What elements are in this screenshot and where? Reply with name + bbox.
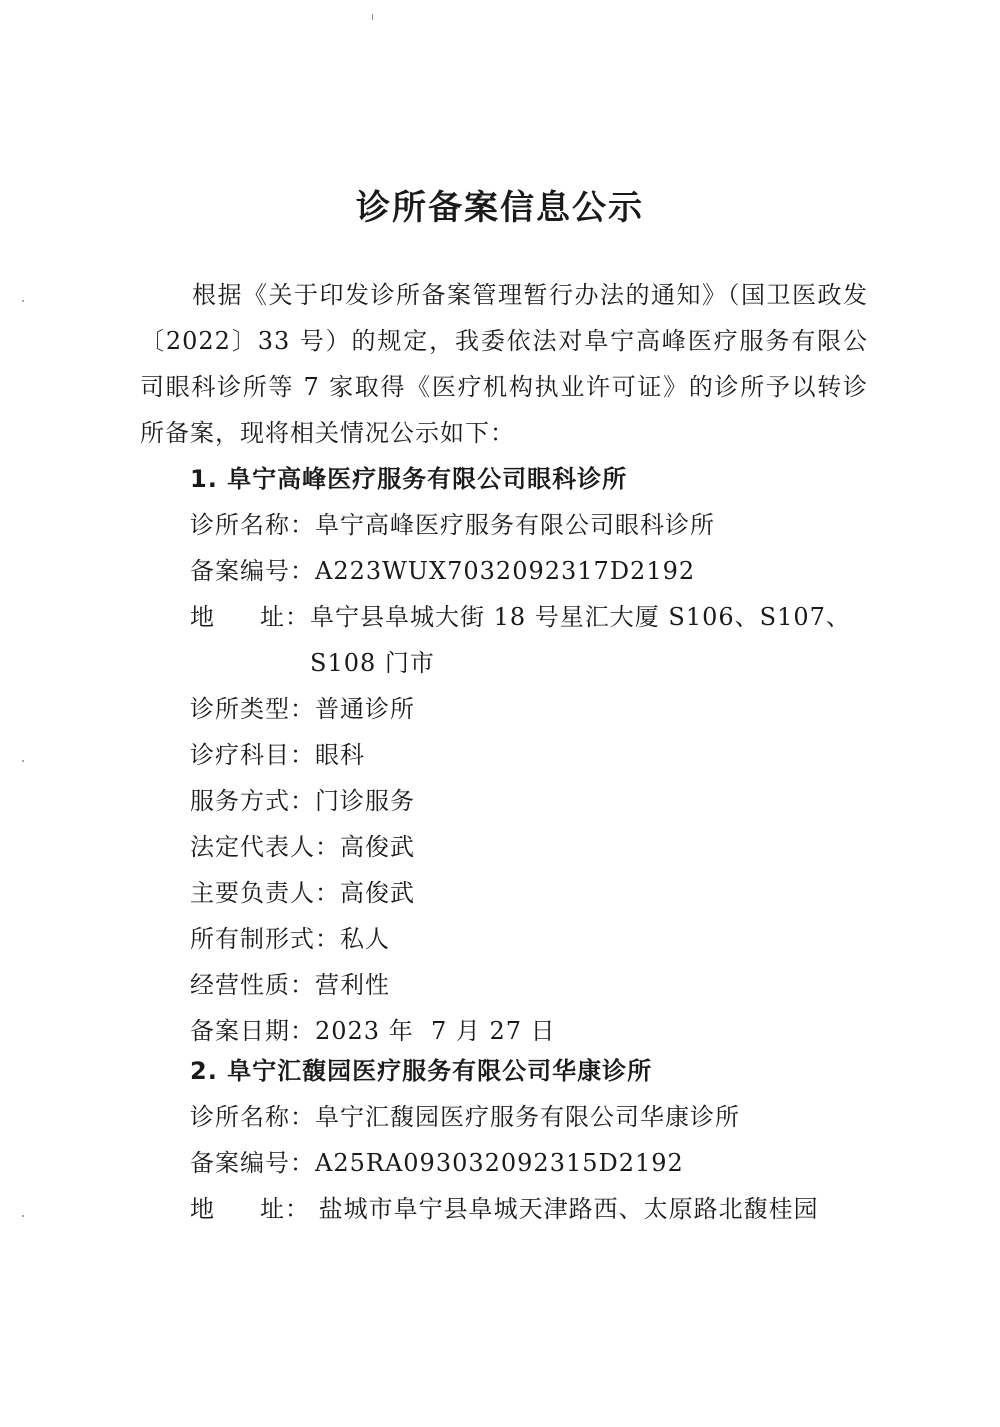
clinic-heading: 1. 阜宁高峰医疗服务有限公司眼科诊所 xyxy=(190,465,628,493)
field-label: 诊所类型： xyxy=(190,695,315,723)
address-row xyxy=(190,594,870,686)
business-nature-value: 营利性 xyxy=(315,971,390,999)
field-label xyxy=(190,594,310,686)
legal-rep-row xyxy=(190,824,870,870)
service-mode-row xyxy=(190,778,870,824)
scan-speck xyxy=(22,1215,24,1217)
clinic-name-row xyxy=(190,1094,870,1140)
clinic-type-row xyxy=(190,686,870,732)
scan-speck xyxy=(22,300,24,302)
field-label: 法定代表人： xyxy=(190,833,340,861)
address-value: 阜宁县阜城大街 18 号星汇大厦 S106、S107、S108 门市 xyxy=(310,603,851,677)
address-label-part: 地 xyxy=(190,603,215,631)
field-label: 备案编号： xyxy=(190,557,315,585)
field-label xyxy=(190,1186,310,1232)
principal-row xyxy=(190,870,870,916)
clinic-heading: 2. 阜宁汇馥园医疗服务有限公司华康诊所 xyxy=(190,1057,653,1085)
ownership-value: 私人 xyxy=(340,925,390,953)
department-row xyxy=(190,732,870,778)
clinic-name-row xyxy=(190,502,870,548)
scan-speck xyxy=(22,760,24,762)
field-label: 服务方式： xyxy=(190,787,315,815)
scan-speck xyxy=(372,14,373,20)
field-label: 诊所名称： xyxy=(190,511,315,539)
legal-rep-value: 高俊武 xyxy=(340,833,415,861)
field-label: 诊疗科目： xyxy=(190,741,315,769)
clinic-entry-1 xyxy=(190,456,870,1054)
field-label: 主要负责人： xyxy=(190,879,340,907)
field-label: 备案日期： xyxy=(190,1017,315,1045)
principal-value: 高俊武 xyxy=(340,879,415,907)
address-label-part: 址： xyxy=(260,1195,310,1223)
filing-date-value: 2023 年 7 月 27 日 xyxy=(315,1017,556,1045)
address-row xyxy=(190,1186,870,1232)
filing-code-row xyxy=(190,548,870,594)
address-value: 盐城市阜宁县阜城天津路西、太原路北馥桂园 xyxy=(310,1195,819,1223)
filing-code-value: A25RA093032092315D2192 xyxy=(315,1149,684,1177)
clinic-name-value: 阜宁高峰医疗服务有限公司眼科诊所 xyxy=(315,511,715,539)
address-label-part: 地 xyxy=(190,1195,215,1223)
business-nature-row xyxy=(190,962,870,1008)
clinic-type-value: 普通诊所 xyxy=(315,695,415,723)
field-label: 所有制形式： xyxy=(190,925,340,953)
service-mode-value: 门诊服务 xyxy=(315,787,415,815)
address-label-part: 址： xyxy=(260,603,310,631)
clinic-name-value: 阜宁汇馥园医疗服务有限公司华康诊所 xyxy=(315,1103,740,1131)
page-title: 诊所备案信息公示 xyxy=(356,188,644,228)
filing-code-row xyxy=(190,1140,870,1186)
field-label: 诊所名称： xyxy=(190,1103,315,1131)
filing-code-value: A223WUX7032092317D2192 xyxy=(315,557,696,585)
ownership-row xyxy=(190,916,870,962)
intro-paragraph: 根据《关于印发诊所备案管理暂行办法的通知》（国卫医政发〔2022〕33 号）的规定，我委依法对阜宁高峰医疗服务有限公司眼科诊所等 7 家取得《医疗机构执业许可证》的诊所予以转诊所备案，现将相关情况公示如下： xyxy=(140,281,868,447)
department-value: 眼科 xyxy=(315,741,365,769)
field-label: 经营性质： xyxy=(190,971,315,999)
clinic-entry-2 xyxy=(190,1048,870,1232)
field-label: 备案编号： xyxy=(190,1149,315,1177)
